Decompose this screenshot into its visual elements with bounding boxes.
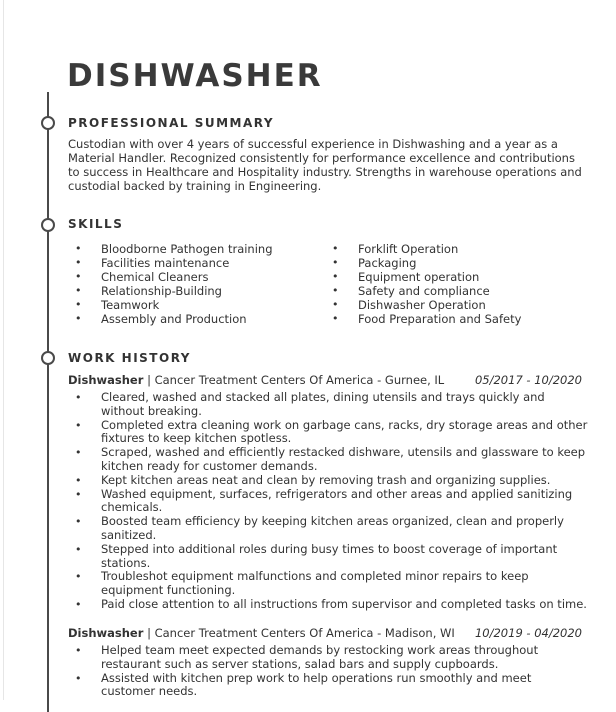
summary-text: Custodian with over 4 years of successful experience in Dishwashing and a year as a Material Handler. Recognized consistently for performance excellence and contributions to success in Healthcare and Hospitality industry. Strengths in warehouse operations and custodial backed by training in Engineering. xyxy=(68,137,582,193)
skills-list-left xyxy=(68,242,273,326)
duty-item: • Troubleshot equipment malfunctions and completed minor repairs to keep equipment functioning. xyxy=(68,570,588,598)
job-heading xyxy=(68,373,444,387)
resume-name: DISHWASHER xyxy=(67,58,323,94)
skill-item: • Food Preparation and Safety xyxy=(325,312,521,326)
timeline-dot-work xyxy=(41,351,55,365)
duty-item: • Boosted team efficiency by keeping kitchen areas organized, clean and properly sanitized. xyxy=(68,515,588,543)
job-duties-list xyxy=(68,644,588,699)
duty-item: • Scraped, washed and efficiently restacked dishware, utensils and glassware to keep kitchen ready for customer demands. xyxy=(68,446,588,474)
job-title: Dishwasher xyxy=(68,373,144,387)
duty-item: • Cleared, washed and stacked all plates, dining utensils and trays quickly and without breaking. xyxy=(68,391,588,419)
timeline-line xyxy=(47,92,49,712)
duty-item: • Helped team meet expected demands by restocking work areas throughout restaurant such as server stations, salad bars and supply cupboards. xyxy=(68,644,588,672)
job-dates: 10/2019 - 04/2020 xyxy=(474,626,582,640)
section-title-skills: SKILLS xyxy=(68,217,124,231)
skills-list-right xyxy=(325,242,521,326)
duty-item: • Stepped into additional roles during busy times to boost coverage of important stations. xyxy=(68,543,588,571)
job-employer: | Cancer Treatment Centers Of America - Madison, WI xyxy=(143,626,455,640)
skill-item: • Assembly and Production xyxy=(68,312,273,326)
timeline-dot-skills xyxy=(41,218,55,232)
section-title-summary: PROFESSIONAL SUMMARY xyxy=(68,116,275,130)
page-edge-line xyxy=(3,0,4,700)
duty-item: • Kept kitchen areas neat and clean by removing trash and organizing supplies. xyxy=(68,474,588,488)
skill-item: • Bloodborne Pathogen training xyxy=(68,242,273,256)
skill-item: • Equipment operation xyxy=(325,270,521,284)
job-dates: 05/2017 - 10/2020 xyxy=(474,373,582,387)
skill-item: • Dishwasher Operation xyxy=(325,298,521,312)
skill-item: • Teamwork xyxy=(68,298,273,312)
skill-item: • Relationship-Building xyxy=(68,284,273,298)
job-heading xyxy=(68,626,455,640)
duty-item: • Paid close attention to all instructions from supervisor and completed tasks on time. xyxy=(68,598,588,612)
skill-item: • Packaging xyxy=(325,256,521,270)
timeline-dot-summary xyxy=(41,116,55,130)
duty-item: • Completed extra cleaning work on garbage cans, racks, dry storage areas and other fixtures to keep kitchen spotless. xyxy=(68,419,588,447)
job-employer: | Cancer Treatment Centers Of America - Gurnee, IL xyxy=(143,373,445,387)
job-duties-list xyxy=(68,391,588,612)
skill-item: • Facilities maintenance xyxy=(68,256,273,270)
duty-item: • Assisted with kitchen prep work to help operations run smoothly and meet customer needs. xyxy=(68,672,588,700)
skill-item: • Chemical Cleaners xyxy=(68,270,273,284)
skill-item: • Safety and compliance xyxy=(325,284,521,298)
job-title: Dishwasher xyxy=(68,626,144,640)
section-title-work: WORK HISTORY xyxy=(68,351,191,365)
duty-item: • Washed equipment, surfaces, refrigerators and other areas and applied sanitizing chemicals. xyxy=(68,488,588,516)
skill-item: • Forklift Operation xyxy=(325,242,521,256)
